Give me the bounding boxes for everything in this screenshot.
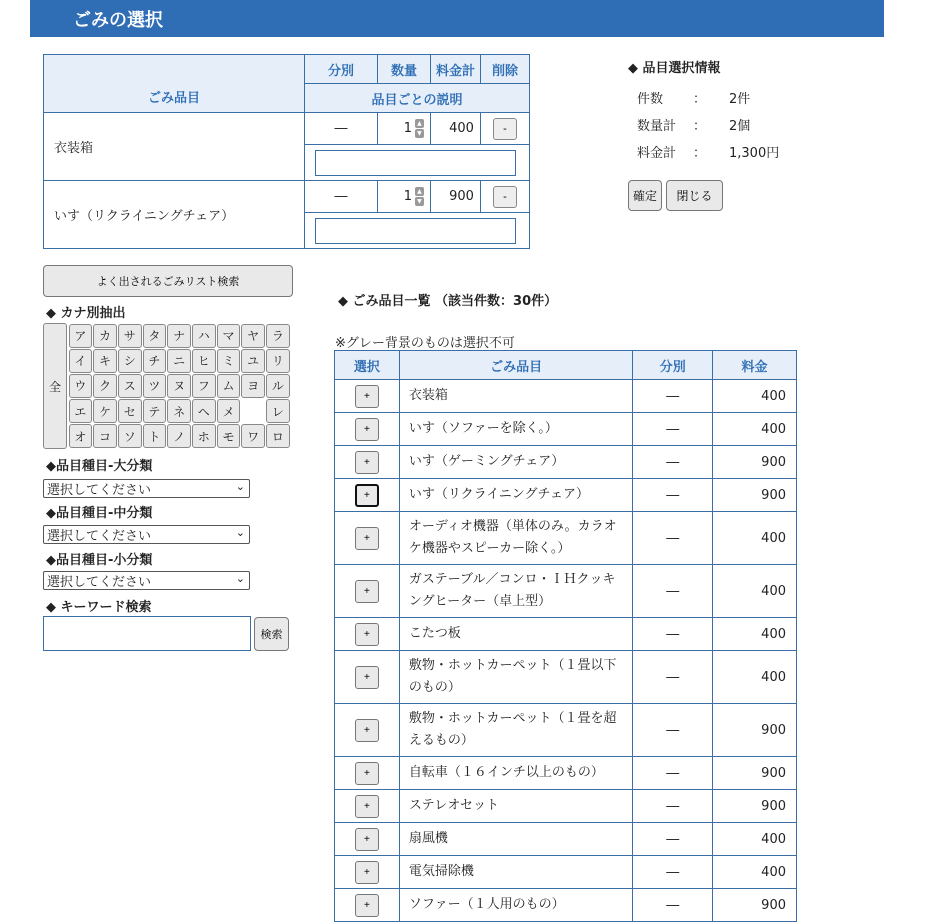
table-row [335, 618, 797, 651]
header-desc: 品目ごとの説明 [305, 84, 530, 113]
major-category-heading: ◆品目種目-大分類 [46, 459, 153, 474]
selected-item-category: ― [305, 113, 378, 145]
kana-button[interactable]: ソ [118, 424, 142, 448]
add-item-button[interactable]: + [355, 484, 379, 507]
item-category: ― [633, 757, 713, 790]
add-item-button[interactable]: + [355, 894, 379, 917]
selected-row [44, 181, 530, 213]
kana-button[interactable]: リ [266, 349, 290, 373]
kana-button[interactable]: ホ [192, 424, 216, 448]
kana-button[interactable]: ヌ [167, 374, 191, 398]
info-row-count: 件数 ： 2件 [637, 92, 751, 107]
kana-button[interactable]: ニ [167, 349, 191, 373]
table-row [335, 446, 797, 479]
kana-button[interactable]: シ [118, 349, 142, 373]
kana-button[interactable]: ロ [266, 424, 290, 448]
header-item: ごみ品目 [44, 55, 305, 113]
item-description-input[interactable] [315, 150, 516, 176]
quantity-value[interactable]: 1 [403, 121, 412, 136]
item-list-note: ※グレー背景のものは選択不可 [335, 336, 515, 351]
item-category: ― [633, 565, 713, 618]
table-row [335, 565, 797, 618]
delete-button[interactable]: - [493, 186, 517, 208]
kana-button[interactable]: ワ [241, 424, 265, 448]
kana-button[interactable]: ナ [167, 324, 191, 348]
item-category: ― [633, 823, 713, 856]
table-row [335, 704, 797, 757]
chevron-down-icon: ⌄ [235, 572, 245, 585]
add-item-button[interactable]: + [355, 580, 379, 603]
item-fee: 400 [713, 856, 797, 889]
chevron-down-icon: ⌄ [235, 480, 245, 493]
kana-button[interactable]: ラ [266, 324, 290, 348]
kana-button[interactable]: フ [192, 374, 216, 398]
kana-button[interactable]: ツ [143, 374, 167, 398]
minor-category-heading: ◆品目種目-小分類 [46, 553, 153, 568]
delete-button[interactable]: - [493, 118, 517, 140]
kana-button[interactable]: ト [143, 424, 167, 448]
kana-button[interactable]: チ [143, 349, 167, 373]
kana-button[interactable]: オ [69, 424, 93, 448]
spin-up-icon[interactable]: ▲ [415, 119, 424, 128]
add-item-button[interactable]: + [355, 828, 379, 851]
item-category: ― [633, 446, 713, 479]
item-name: いす（リクライニングチェア） [399, 479, 632, 512]
item-name: 衣装箱 [399, 380, 632, 413]
kana-button[interactable]: ネ [167, 399, 191, 423]
minor-category-select[interactable]: 選択してください ⌄ [43, 571, 250, 590]
kana-button[interactable]: ア [69, 324, 93, 348]
item-fee: 900 [713, 479, 797, 512]
list-header-select: 選択 [335, 351, 400, 380]
add-item-button[interactable]: + [355, 762, 379, 785]
kana-button[interactable]: メ [217, 399, 241, 423]
table-row [335, 512, 797, 565]
kana-button[interactable]: ユ [241, 349, 265, 373]
major-category-select[interactable]: 選択してください ⌄ [43, 479, 250, 498]
selected-item-name: いす（リクライニングチェア） [44, 181, 305, 249]
selected-row [44, 113, 530, 145]
kana-all-button[interactable]: 全 [43, 323, 67, 449]
kana-button[interactable]: ヒ [192, 349, 216, 373]
kana-button[interactable]: ノ [167, 424, 191, 448]
item-name: ステレオセット [399, 790, 632, 823]
info-row-quantity: 数量計 ： 2個 [637, 119, 751, 134]
kana-button[interactable]: マ [217, 324, 241, 348]
item-fee: 400 [713, 380, 797, 413]
spin-up-icon[interactable]: ▲ [415, 187, 424, 196]
keyword-input[interactable] [43, 616, 251, 651]
item-category: ― [633, 704, 713, 757]
item-category: ― [633, 790, 713, 823]
selected-item-name: 衣装箱 [44, 113, 305, 181]
item-name: ガステーブル／コンロ・ＩＨクッキングヒーター（卓上型） [399, 565, 632, 618]
middle-category-heading: ◆品目種目-中分類 [46, 506, 153, 521]
item-name: 敷物・ホットカーペット（１畳を超えるもの） [399, 704, 632, 757]
quantity-value[interactable]: 1 [403, 189, 412, 204]
spin-down-icon[interactable]: ▼ [415, 129, 424, 138]
kana-button[interactable]: ヤ [241, 324, 265, 348]
item-fee: 900 [713, 790, 797, 823]
item-fee: 400 [713, 512, 797, 565]
keyword-heading: ◆ キーワード検索 [46, 600, 152, 615]
item-fee: 900 [713, 704, 797, 757]
middle-category-select[interactable]: 選択してください ⌄ [43, 525, 250, 544]
table-row [335, 413, 797, 446]
header-category: 分別 [305, 55, 378, 84]
kana-button[interactable]: ス [118, 374, 142, 398]
header-fee: 料金計 [430, 55, 480, 84]
kana-heading: ◆ カナ別抽出 [46, 306, 126, 321]
confirm-button[interactable]: 確定 [628, 180, 662, 211]
selection-info-panel [628, 57, 779, 211]
kana-button[interactable]: ム [217, 374, 241, 398]
item-fee: 900 [713, 889, 797, 922]
item-category: ― [633, 413, 713, 446]
kana-button[interactable]: テ [143, 399, 167, 423]
kana-blank [241, 399, 265, 423]
selected-item-fee: 400 [430, 113, 480, 145]
add-item-button[interactable]: + [355, 795, 379, 818]
kana-button[interactable]: タ [143, 324, 167, 348]
item-description-input[interactable] [315, 218, 516, 244]
item-name: 敷物・ホットカーペット（１畳以下のもの） [399, 651, 632, 704]
kana-button[interactable]: レ [266, 399, 290, 423]
kana-button[interactable]: ル [266, 374, 290, 398]
quantity-stepper[interactable] [377, 181, 430, 213]
kana-button[interactable]: コ [93, 424, 117, 448]
item-name: オーディオ機器（単体のみ。カラオケ機器やスピーカー除く。） [399, 512, 632, 565]
item-fee: 400 [713, 565, 797, 618]
add-item-button[interactable]: + [355, 418, 379, 441]
item-name: いす（ゲーミングチェア） [399, 446, 632, 479]
item-category: ― [633, 380, 713, 413]
header-delete: 削除 [480, 55, 529, 84]
list-header-fee: 料金 [713, 351, 797, 380]
item-name: 電気掃除機 [399, 856, 632, 889]
kana-button[interactable]: ウ [69, 374, 93, 398]
kana-button[interactable]: セ [118, 399, 142, 423]
kana-button[interactable]: サ [118, 324, 142, 348]
item-fee: 400 [713, 823, 797, 856]
page-title: ごみの選択 [73, 10, 163, 31]
item-name: こたつ板 [399, 618, 632, 651]
table-row [335, 380, 797, 413]
kana-button[interactable]: ミ [217, 349, 241, 373]
close-button[interactable]: 閉じる [666, 180, 723, 211]
quantity-stepper[interactable] [377, 113, 430, 145]
item-name: ソファー（１人用のもの） [399, 889, 632, 922]
add-item-button[interactable]: + [355, 861, 379, 884]
item-fee: 900 [713, 446, 797, 479]
kana-button[interactable]: キ [93, 349, 117, 373]
kana-button[interactable]: モ [217, 424, 241, 448]
selected-item-fee: 900 [430, 181, 480, 213]
table-row [335, 856, 797, 889]
list-header-category: 分別 [633, 351, 713, 380]
selection-info-heading: ◆ 品目選択情報 [628, 61, 721, 76]
item-list-table [334, 350, 797, 922]
add-item-button[interactable]: + [355, 623, 379, 646]
item-list-heading: ◆ ごみ品目一覧 （該当件数：30件） [338, 294, 558, 309]
table-row [335, 651, 797, 704]
page-header [30, 0, 884, 37]
table-row [335, 479, 797, 512]
item-fee: 400 [713, 413, 797, 446]
table-row [335, 889, 797, 922]
add-item-button[interactable]: + [355, 719, 379, 742]
kana-button[interactable]: カ [93, 324, 117, 348]
kana-button[interactable]: ヘ [192, 399, 216, 423]
item-name: いす（ソファーを除く。） [399, 413, 632, 446]
info-row-total: 料金計 ： 1,300円 [637, 146, 780, 161]
item-fee: 400 [713, 618, 797, 651]
item-category: ― [633, 856, 713, 889]
table-row [335, 757, 797, 790]
kana-button[interactable]: ク [93, 374, 117, 398]
kana-button[interactable]: ヨ [241, 374, 265, 398]
table-row [335, 823, 797, 856]
kana-button[interactable]: エ [69, 399, 93, 423]
table-row [335, 790, 797, 823]
keyword-search-button[interactable]: 検索 [254, 617, 289, 651]
header-qty: 数量 [377, 55, 430, 84]
item-category: ― [633, 651, 713, 704]
list-header-item: ごみ品目 [399, 351, 632, 380]
item-category: ― [633, 512, 713, 565]
add-item-button[interactable]: + [355, 451, 379, 474]
item-fee: 400 [713, 651, 797, 704]
item-category: ― [633, 479, 713, 512]
item-category: ― [633, 889, 713, 922]
kana-button[interactable]: ケ [93, 399, 117, 423]
spin-down-icon[interactable]: ▼ [415, 197, 424, 206]
add-item-button[interactable]: + [355, 527, 379, 550]
item-name: 自転車（１６インチ以上のもの） [399, 757, 632, 790]
item-fee: 900 [713, 757, 797, 790]
chevron-down-icon: ⌄ [235, 526, 245, 539]
add-item-button[interactable]: + [355, 666, 379, 689]
item-category: ― [633, 618, 713, 651]
kana-button[interactable]: イ [69, 349, 93, 373]
item-name: 扇風機 [399, 823, 632, 856]
kana-button[interactable]: ハ [192, 324, 216, 348]
frequent-list-search-button[interactable]: よく出されるごみリスト検索 [43, 265, 293, 297]
selected-items-table [43, 54, 530, 249]
selected-item-category: ― [305, 181, 378, 213]
add-item-button[interactable]: + [355, 385, 379, 408]
